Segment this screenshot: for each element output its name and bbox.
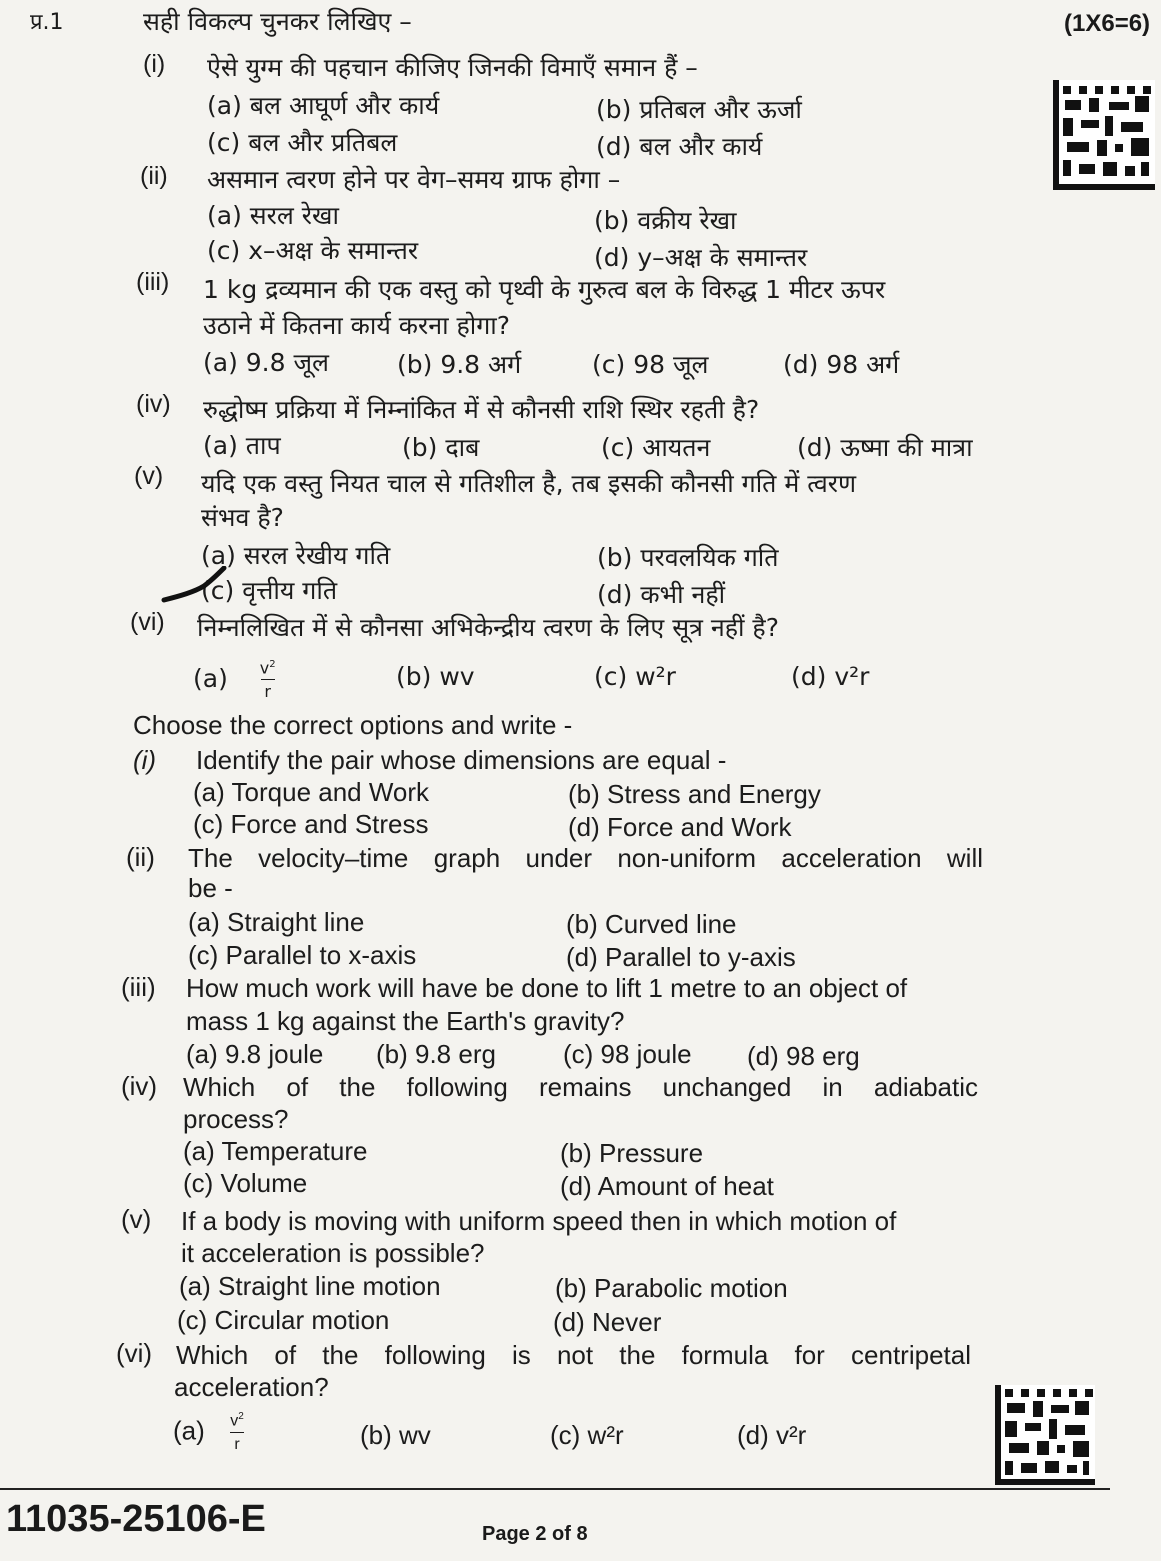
- en-q4-opt-c: (c) Volume: [183, 1168, 308, 1198]
- en-q6-opt-a: [173, 1412, 244, 1453]
- fraction-v2-over-r-en: [230, 1412, 244, 1453]
- hi-q3-opt-d: (d) 98 अर्ग: [783, 350, 900, 379]
- frac-sup-en: 2: [238, 1411, 244, 1422]
- en-q3-num: (iii): [121, 972, 156, 1002]
- hi-q5-line1: यदि एक वस्तु नियत चाल से गतिशील है, तब इसकी कौनसी गति में त्वरण: [201, 469, 857, 498]
- en-q6-num: (vi): [116, 1338, 153, 1368]
- en-q4-opt-b: (b) Pressure: [560, 1138, 704, 1168]
- fraction-v2-over-r: [260, 660, 276, 700]
- hi-q5-opt-a: (a) सरल रेखीय गति: [201, 541, 391, 570]
- en-q2-opt-d: (d) Parallel to y-axis: [566, 942, 796, 972]
- en-q2-opt-b: (b) Curved line: [566, 909, 737, 939]
- en-q5-opt-a: (a) Straight line motion: [179, 1271, 441, 1301]
- en-q1-num: (i): [133, 745, 157, 775]
- en-q2-num: (ii): [126, 842, 155, 872]
- en-q2-opt-a: (a) Straight line: [188, 907, 365, 937]
- en-q3-opt-b: (b) 9.8 erg: [376, 1039, 496, 1069]
- hi-q6-opt-c: (c) w²r: [594, 662, 676, 691]
- hi-q5-opt-b: (b) परवलयिक गति: [597, 543, 779, 572]
- english-intro: Choose the correct options and write -: [133, 710, 573, 740]
- hi-q3-line1: 1 kg द्रव्यमान की एक वस्तु को पृथ्वी के गुरुत्व बल के विरुद्ध 1 मीटर ऊपर: [203, 275, 886, 304]
- instruction-hindi: सही विकल्प चुनकर लिखिए –: [143, 7, 412, 36]
- frac-den: r: [264, 682, 271, 702]
- en-q1-opt-b: (b) Stress and Energy: [568, 779, 821, 809]
- en-q4-opt-d: (d) Amount of heat: [560, 1171, 774, 1201]
- en-q3-opt-a: (a) 9.8 joule: [186, 1039, 324, 1069]
- en-q5-opt-b: (b) Parabolic motion: [555, 1273, 788, 1303]
- en-q5-opt-d: (d) Never: [553, 1307, 662, 1337]
- hi-q1-opt-c: (c) बल और प्रतिबल: [207, 128, 398, 157]
- en-q3-opt-d: (d) 98 erg: [747, 1041, 860, 1071]
- hi-q4-num: (iv): [136, 390, 171, 418]
- hi-q1-opt-a: (a) बल आघूर्ण और कार्य: [207, 91, 440, 120]
- hi-q2-opt-d: (d) y–अक्ष के समान्तर: [594, 243, 808, 272]
- hi-q2-opt-b: (b) वक्रीय रेखा: [594, 206, 737, 235]
- en-q6-opt-b: (b) wv: [360, 1420, 431, 1450]
- en-q3-line1: How much work will have be done to lift 1 metre to an object of: [186, 973, 908, 1003]
- frac-num-en: v: [230, 1412, 239, 1430]
- en-q4-line2: process?: [183, 1104, 289, 1134]
- page-number: Page 2 of 8: [482, 1523, 588, 1545]
- hi-q1-num: (i): [143, 50, 166, 78]
- question-number: प्र.1: [30, 10, 64, 35]
- en-q5-line1: If a body is moving with uniform speed then in which motion of: [181, 1206, 897, 1236]
- en-q2-line2: be -: [188, 873, 233, 903]
- hi-q3-num: (iii): [136, 268, 170, 296]
- hi-q3-opt-b: (b) 9.8 अर्ग: [397, 350, 522, 379]
- hi-q2-num: (ii): [140, 162, 168, 190]
- hi-q4-opt-b: (b) दाब: [402, 433, 480, 462]
- hi-q4-text: रुद्धोष्म प्रक्रिया में निम्नांकित में से कौनसी राशि स्थिर रहती है?: [203, 395, 760, 424]
- hi-q1-opt-d: (d) बल और कार्य: [596, 132, 763, 161]
- marks-label: (1X6=6): [1064, 10, 1151, 37]
- hi-q6-num: (vi): [130, 608, 165, 636]
- hi-q2-text: असमान त्वरण होने पर वेग–समय ग्राफ होगा –: [207, 165, 621, 194]
- hi-q3-opt-c: (c) 98 जूल: [592, 350, 709, 379]
- hi-q6-text: निम्नलिखित में से कौनसा अभिकेन्द्रीय त्वरण के लिए सूत्र नहीं है?: [197, 613, 779, 642]
- en-q3-line2: mass 1 kg against the Earth's gravity?: [186, 1006, 625, 1036]
- en-q4-opt-a: (a) Temperature: [183, 1136, 368, 1166]
- hi-q5-line2: संभव है?: [201, 503, 284, 532]
- en-q6-line2: acceleration?: [174, 1372, 329, 1402]
- en-q5-opt-c: (c) Circular motion: [177, 1305, 390, 1335]
- hi-q1-opt-b: (b) प्रतिबल और ऊर्जा: [596, 95, 802, 124]
- en-q4-line1: Which of the following remains unchanged in adiabatic: [183, 1072, 978, 1102]
- hi-q4-opt-a: (a) ताप: [203, 431, 281, 460]
- footer-rule: [0, 1488, 1110, 1490]
- hi-q6-opt-d: (d) v²r: [791, 662, 870, 691]
- en-q4-num: (iv): [121, 1071, 158, 1101]
- en-q3-opt-c: (c) 98 joule: [563, 1039, 692, 1069]
- en-q6-opt-d: (d) v²r: [737, 1420, 807, 1450]
- frac-den-en: r: [234, 1436, 240, 1454]
- hi-q2-opt-c: (c) x–अक्ष के समान्तर: [207, 236, 419, 265]
- en-q6-opt-a-label: (a): [173, 1415, 205, 1446]
- qr-code-top: [1053, 80, 1155, 190]
- hi-q6-opt-b: (b) wv: [396, 662, 475, 691]
- hi-q6-opt-a: [193, 660, 276, 700]
- hi-q3-line2: उठाने में कितना कार्य करना होगा?: [203, 311, 511, 340]
- hi-q1-text: ऐसे युग्म की पहचान कीजिए जिनकी विमाएँ समान हैं –: [207, 53, 698, 82]
- hi-q4-opt-d: (d) ऊष्मा की मात्रा: [797, 433, 973, 462]
- en-q1-opt-d: (d) Force and Work: [568, 812, 792, 842]
- tick-mark: [160, 566, 240, 606]
- en-q6-line1: Which of the following is not the formula for centripetal: [176, 1340, 971, 1370]
- frac-num: v: [259, 658, 270, 678]
- paper-code: 11035-25106-E: [6, 1498, 266, 1540]
- en-q5-num: (v): [121, 1204, 152, 1234]
- hi-q5-opt-c: (c) वृत्तीय गति: [201, 576, 338, 605]
- en-q1-opt-c: (c) Force and Stress: [193, 809, 429, 839]
- qr-code-bottom: [995, 1385, 1095, 1485]
- frac-sup: 2: [269, 659, 276, 670]
- en-q2-line1: The velocity–time graph under non-uniform acceleration will: [188, 843, 983, 873]
- en-q1-text: Identify the pair whose dimensions are equal -: [196, 745, 727, 775]
- hi-q4-opt-c: (c) आयतन: [601, 433, 711, 462]
- hi-q5-num: (v): [134, 462, 164, 490]
- en-q2-opt-c: (c) Parallel to x-axis: [188, 940, 417, 970]
- en-q6-opt-c: (c) w²r: [550, 1420, 624, 1450]
- hi-q3-opt-a: (a) 9.8 जूल: [203, 348, 329, 377]
- hi-q6-opt-a-label: (a): [193, 664, 228, 694]
- en-q1-opt-a: (a) Torque and Work: [193, 777, 430, 807]
- en-q5-line2: it acceleration is possible?: [181, 1238, 485, 1268]
- hi-q5-opt-d: (d) कभी नहीं: [597, 580, 726, 609]
- hi-q2-opt-a: (a) सरल रेखा: [207, 201, 339, 230]
